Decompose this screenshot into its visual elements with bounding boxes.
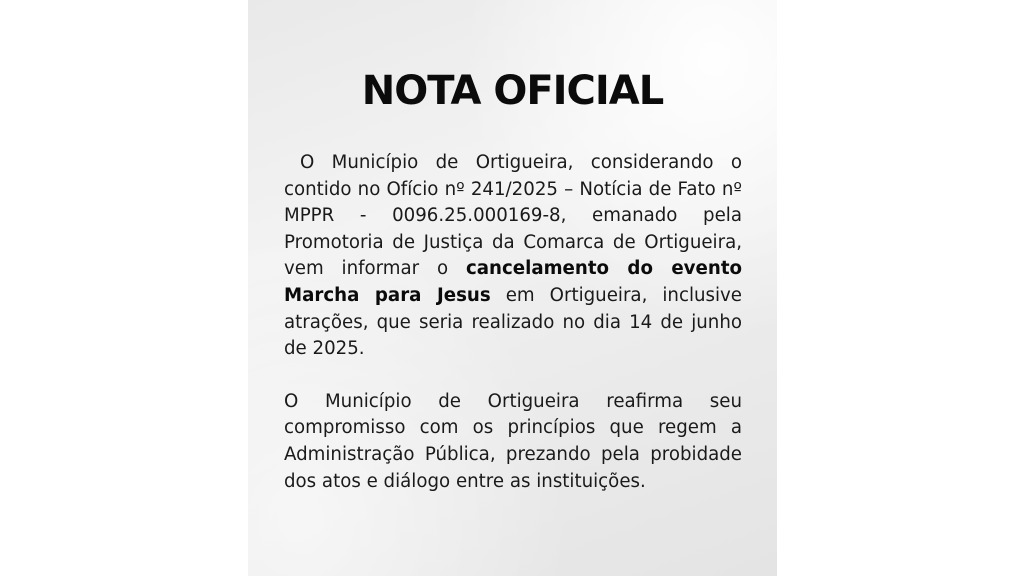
paragraph-1-bold-text: cancelamento do evento Marcha para Jesus [284, 258, 743, 306]
note-paragraph-2: O Município de Ortigueira reafirma seu compromisso com os princípios que regem a Administração Pública, prezando pela probidade dos atos e diálogo entre as instituições. [284, 390, 742, 492]
paragraph-1-text-end: em Ortigueira, inclusive atrações, que seria realizado no dia 14 de junho de 2025. [284, 284, 742, 360]
paragraph-1-text-start: O Município de Ortigueira, considerando o contido no Ofício nº 241/2025 – Notícia de Fato nº MPPR - 0096.25.000169-8, emanado pela Promotoria de Justiça da Comarca de Ortigueira, vem informar o [284, 152, 742, 280]
note-body [284, 150, 742, 495]
note-paragraph-1 [284, 150, 742, 363]
note-title: NOTA OFICIAL [361, 68, 664, 114]
official-note-card [248, 0, 777, 576]
